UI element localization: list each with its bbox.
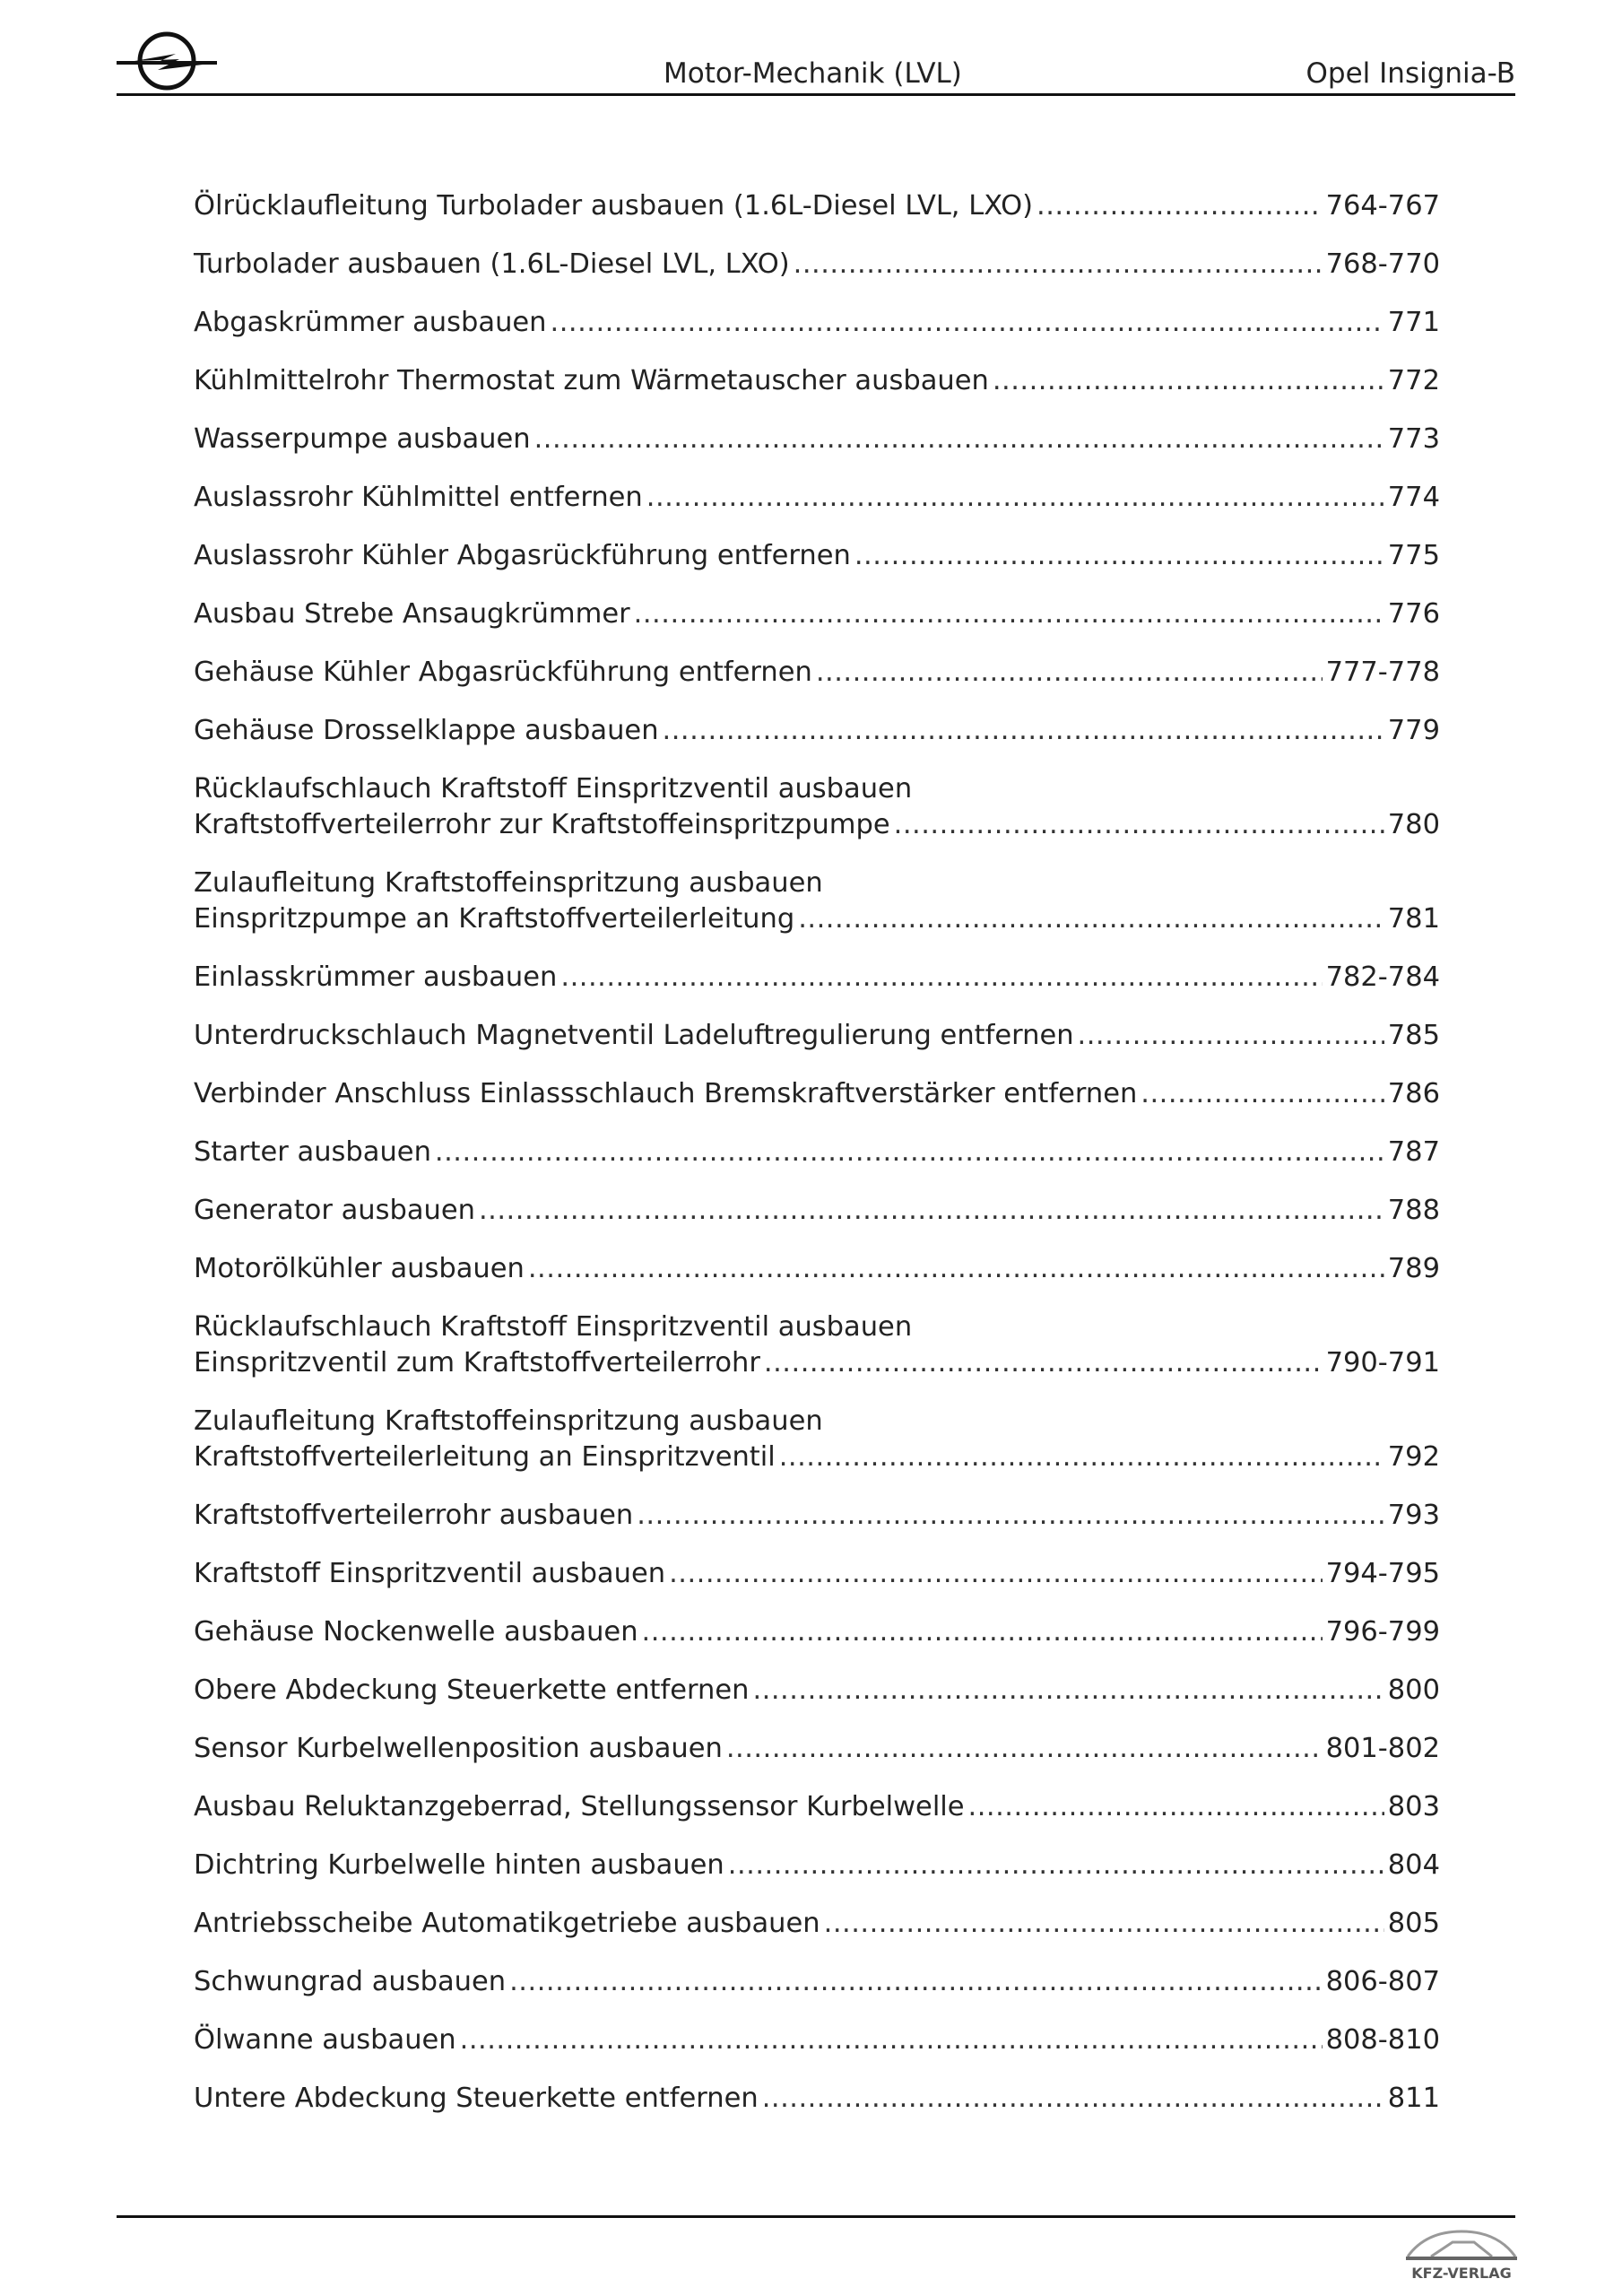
opel-logo-icon bbox=[117, 25, 217, 93]
toc-entry bbox=[194, 1309, 1440, 1381]
toc-entry bbox=[194, 1251, 1440, 1287]
toc-page-number: 793 bbox=[1387, 1500, 1440, 1531]
toc-page-number: 779 bbox=[1387, 715, 1440, 746]
toc-leader-dots bbox=[646, 480, 1384, 516]
toc-page-number: 781 bbox=[1387, 903, 1440, 935]
toc-leader-dots bbox=[779, 1439, 1384, 1475]
toc-page-number: 804 bbox=[1387, 1849, 1440, 1881]
toc-entry bbox=[194, 771, 1440, 843]
toc-entry bbox=[194, 960, 1440, 996]
toc-entry bbox=[194, 1193, 1440, 1229]
toc-leader-dots bbox=[894, 807, 1384, 843]
toc-entry-title: Obere Abdeckung Steuerkette entfernen bbox=[194, 1674, 750, 1706]
toc-page-number: 786 bbox=[1387, 1078, 1440, 1109]
toc-leader-dots bbox=[762, 2081, 1384, 2117]
toc-page-number: 777-778 bbox=[1325, 657, 1440, 688]
toc-entry bbox=[194, 480, 1440, 516]
header-divider bbox=[117, 93, 1515, 96]
toc-entry-title: Kraftstoffverteilerleitung an Einspritzventil bbox=[194, 1441, 776, 1473]
toc-entry-title: Gehäuse Kühler Abgasrückführung entfernen bbox=[194, 657, 812, 688]
toc-entry-title: Kraftstoff Einspritzventil ausbauen bbox=[194, 1558, 666, 1589]
toc-entry bbox=[194, 2081, 1440, 2117]
toc-entry-title: Turbolader ausbauen (1.6L-Diesel LVL, LXO) bbox=[194, 248, 790, 280]
toc-entry-lead: Rücklaufschlauch Kraftstoff Einspritzventil ausbauen bbox=[194, 1311, 913, 1343]
toc-entry-lead: Zulaufleitung Kraftstoffeinspritzung ausbauen bbox=[194, 1405, 823, 1437]
toc-entry-title: Ausbau Reluktanzgeberrad, Stellungssensor Kurbelwelle bbox=[194, 1791, 965, 1822]
toc-leader-dots bbox=[642, 1614, 1323, 1650]
toc-entry-title: Starter ausbauen bbox=[194, 1136, 431, 1168]
table-of-contents bbox=[194, 188, 1440, 2139]
toc-leader-dots bbox=[752, 1673, 1383, 1709]
toc-page-number: 780 bbox=[1387, 809, 1440, 840]
toc-entry-title: Abgaskrümmer ausbauen bbox=[194, 307, 547, 338]
toc-leader-dots bbox=[560, 960, 1322, 996]
toc-leader-dots bbox=[534, 422, 1384, 457]
toc-leader-dots bbox=[1078, 1018, 1384, 1054]
toc-entry bbox=[194, 655, 1440, 691]
toc-entry bbox=[194, 1614, 1440, 1650]
toc-entry-title: Einlasskrümmer ausbauen bbox=[194, 961, 558, 993]
toc-entry-title: Unterdruckschlauch Magnetventil Ladeluftregulierung entfernen bbox=[194, 1020, 1074, 1051]
toc-page-number: 773 bbox=[1387, 423, 1440, 455]
toc-leader-dots bbox=[968, 1789, 1384, 1825]
toc-page-number: 775 bbox=[1387, 540, 1440, 571]
toc-entry-title: Einspritzpumpe an Kraftstoffverteilerleitung bbox=[194, 903, 795, 935]
toc-entry-title: Antriebsscheibe Automatikgetriebe ausbauen bbox=[194, 1908, 820, 1939]
toc-entry-lead: Zulaufleitung Kraftstoffeinspritzung ausbauen bbox=[194, 867, 823, 899]
toc-entry bbox=[194, 305, 1440, 341]
toc-entry-title: Untere Abdeckung Steuerkette entfernen bbox=[194, 2083, 759, 2114]
toc-entry-title: Gehäuse Drosselklappe ausbauen bbox=[194, 715, 659, 746]
toc-entry-title: Kraftstoffverteilerrohr ausbauen bbox=[194, 1500, 634, 1531]
toc-leader-dots bbox=[669, 1556, 1323, 1592]
kfz-verlag-logo-icon bbox=[1399, 2224, 1524, 2287]
toc-entry-title: Einspritzventil zum Kraftstoffverteilerrohr bbox=[194, 1347, 760, 1378]
toc-leader-dots bbox=[637, 1498, 1384, 1534]
toc-entry-title: Ölrücklaufleitung Turbolader ausbauen (1.6L-Diesel LVL, LXO) bbox=[194, 190, 1034, 222]
toc-entry bbox=[194, 865, 1440, 937]
toc-entry-title: Ölwanne ausbauen bbox=[194, 2024, 456, 2056]
toc-page-number: 808-810 bbox=[1325, 2024, 1440, 2056]
toc-page-number: 764-767 bbox=[1325, 190, 1440, 222]
toc-page-number: 805 bbox=[1387, 1908, 1440, 1939]
toc-leader-dots bbox=[854, 538, 1384, 574]
footer-divider bbox=[117, 2215, 1515, 2218]
toc-page-number: 792 bbox=[1387, 1441, 1440, 1473]
toc-entry-title: Wasserpumpe ausbauen bbox=[194, 423, 531, 455]
toc-page-number: 768-770 bbox=[1325, 248, 1440, 280]
header-model: Opel Insignia-B bbox=[1305, 57, 1515, 90]
toc-entry bbox=[194, 363, 1440, 399]
toc-entry bbox=[194, 1404, 1440, 1475]
toc-page-number: 774 bbox=[1387, 482, 1440, 513]
toc-page-number: 801-802 bbox=[1325, 1733, 1440, 1764]
toc-leader-dots bbox=[509, 1964, 1322, 2000]
toc-leader-dots bbox=[634, 596, 1384, 632]
toc-leader-dots bbox=[479, 1193, 1384, 1229]
toc-page-number: 787 bbox=[1387, 1136, 1440, 1168]
toc-entry bbox=[194, 713, 1440, 749]
toc-page-number: 803 bbox=[1387, 1791, 1440, 1822]
toc-entry-title: Auslassrohr Kühler Abgasrückführung entfernen bbox=[194, 540, 851, 571]
toc-entry-title: Kühlmittelrohr Thermostat zum Wärmetauscher ausbauen bbox=[194, 365, 989, 396]
toc-entry-title: Dichtring Kurbelwelle hinten ausbauen bbox=[194, 1849, 724, 1881]
toc-entry-title: Auslassrohr Kühlmittel entfernen bbox=[194, 482, 643, 513]
toc-page-number: 796-799 bbox=[1325, 1616, 1440, 1648]
toc-leader-dots bbox=[764, 1345, 1323, 1381]
toc-leader-dots bbox=[460, 2022, 1323, 2058]
toc-leader-dots bbox=[551, 305, 1384, 341]
toc-entry bbox=[194, 1789, 1440, 1825]
toc-entry-title: Motorölkühler ausbauen bbox=[194, 1253, 525, 1284]
toc-page-number: 794-795 bbox=[1325, 1558, 1440, 1589]
toc-entry-title: Ausbau Strebe Ansaugkrümmer bbox=[194, 598, 630, 630]
toc-entry bbox=[194, 1076, 1440, 1112]
toc-page-number: 785 bbox=[1387, 1020, 1440, 1051]
toc-page-number: 782-784 bbox=[1325, 961, 1440, 993]
toc-page-number: 776 bbox=[1387, 598, 1440, 630]
toc-entry bbox=[194, 1906, 1440, 1942]
toc-entry bbox=[194, 188, 1440, 224]
toc-entry bbox=[194, 1673, 1440, 1709]
toc-entry bbox=[194, 1964, 1440, 2000]
toc-entry-lead: Rücklaufschlauch Kraftstoff Einspritzventil ausbauen bbox=[194, 773, 913, 804]
toc-page-number: 800 bbox=[1387, 1674, 1440, 1706]
toc-leader-dots bbox=[435, 1135, 1384, 1170]
toc-leader-dots bbox=[726, 1731, 1323, 1767]
toc-entry bbox=[194, 596, 1440, 632]
toc-page-number: 811 bbox=[1387, 2083, 1440, 2114]
toc-entry bbox=[194, 247, 1440, 283]
toc-leader-dots bbox=[1141, 1076, 1383, 1112]
toc-entry bbox=[194, 1731, 1440, 1767]
toc-entry bbox=[194, 2022, 1440, 2058]
toc-entry bbox=[194, 538, 1440, 574]
toc-leader-dots bbox=[794, 247, 1323, 283]
header-title: Motor-Mechanik (LVL) bbox=[664, 57, 962, 90]
toc-entry bbox=[194, 1498, 1440, 1534]
toc-entry-title: Verbinder Anschluss Einlassschlauch Bremskraftverstärker entfernen bbox=[194, 1078, 1138, 1109]
toc-page-number: 788 bbox=[1387, 1195, 1440, 1226]
toc-page-number: 789 bbox=[1387, 1253, 1440, 1284]
toc-entry-title: Sensor Kurbelwellenposition ausbauen bbox=[194, 1733, 723, 1764]
toc-page-number: 806-807 bbox=[1325, 1966, 1440, 1997]
toc-leader-dots bbox=[816, 655, 1323, 691]
toc-entry-title: Schwungrad ausbauen bbox=[194, 1966, 507, 1997]
toc-entry-title: Gehäuse Nockenwelle ausbauen bbox=[194, 1616, 638, 1648]
toc-leader-dots bbox=[728, 1848, 1384, 1883]
toc-leader-dots bbox=[798, 901, 1384, 937]
toc-page-number: 771 bbox=[1387, 307, 1440, 338]
toc-entry-title: Kraftstoffverteilerrohr zur Kraftstoffeinspritzpumpe bbox=[194, 809, 890, 840]
toc-page-number: 790-791 bbox=[1325, 1347, 1440, 1378]
toc-leader-dots bbox=[528, 1251, 1384, 1287]
toc-leader-dots bbox=[1037, 188, 1323, 224]
toc-entry bbox=[194, 1018, 1440, 1054]
toc-entry-title: Generator ausbauen bbox=[194, 1195, 475, 1226]
toc-leader-dots bbox=[824, 1906, 1384, 1942]
toc-entry bbox=[194, 1135, 1440, 1170]
toc-entry bbox=[194, 1556, 1440, 1592]
toc-entry bbox=[194, 1848, 1440, 1883]
toc-leader-dots bbox=[993, 363, 1384, 399]
toc-page-number: 772 bbox=[1387, 365, 1440, 396]
toc-leader-dots bbox=[663, 713, 1384, 749]
page-header bbox=[117, 0, 1515, 97]
svg-text:KFZ-VERLAG: KFZ-VERLAG bbox=[1411, 2265, 1512, 2282]
toc-entry bbox=[194, 422, 1440, 457]
